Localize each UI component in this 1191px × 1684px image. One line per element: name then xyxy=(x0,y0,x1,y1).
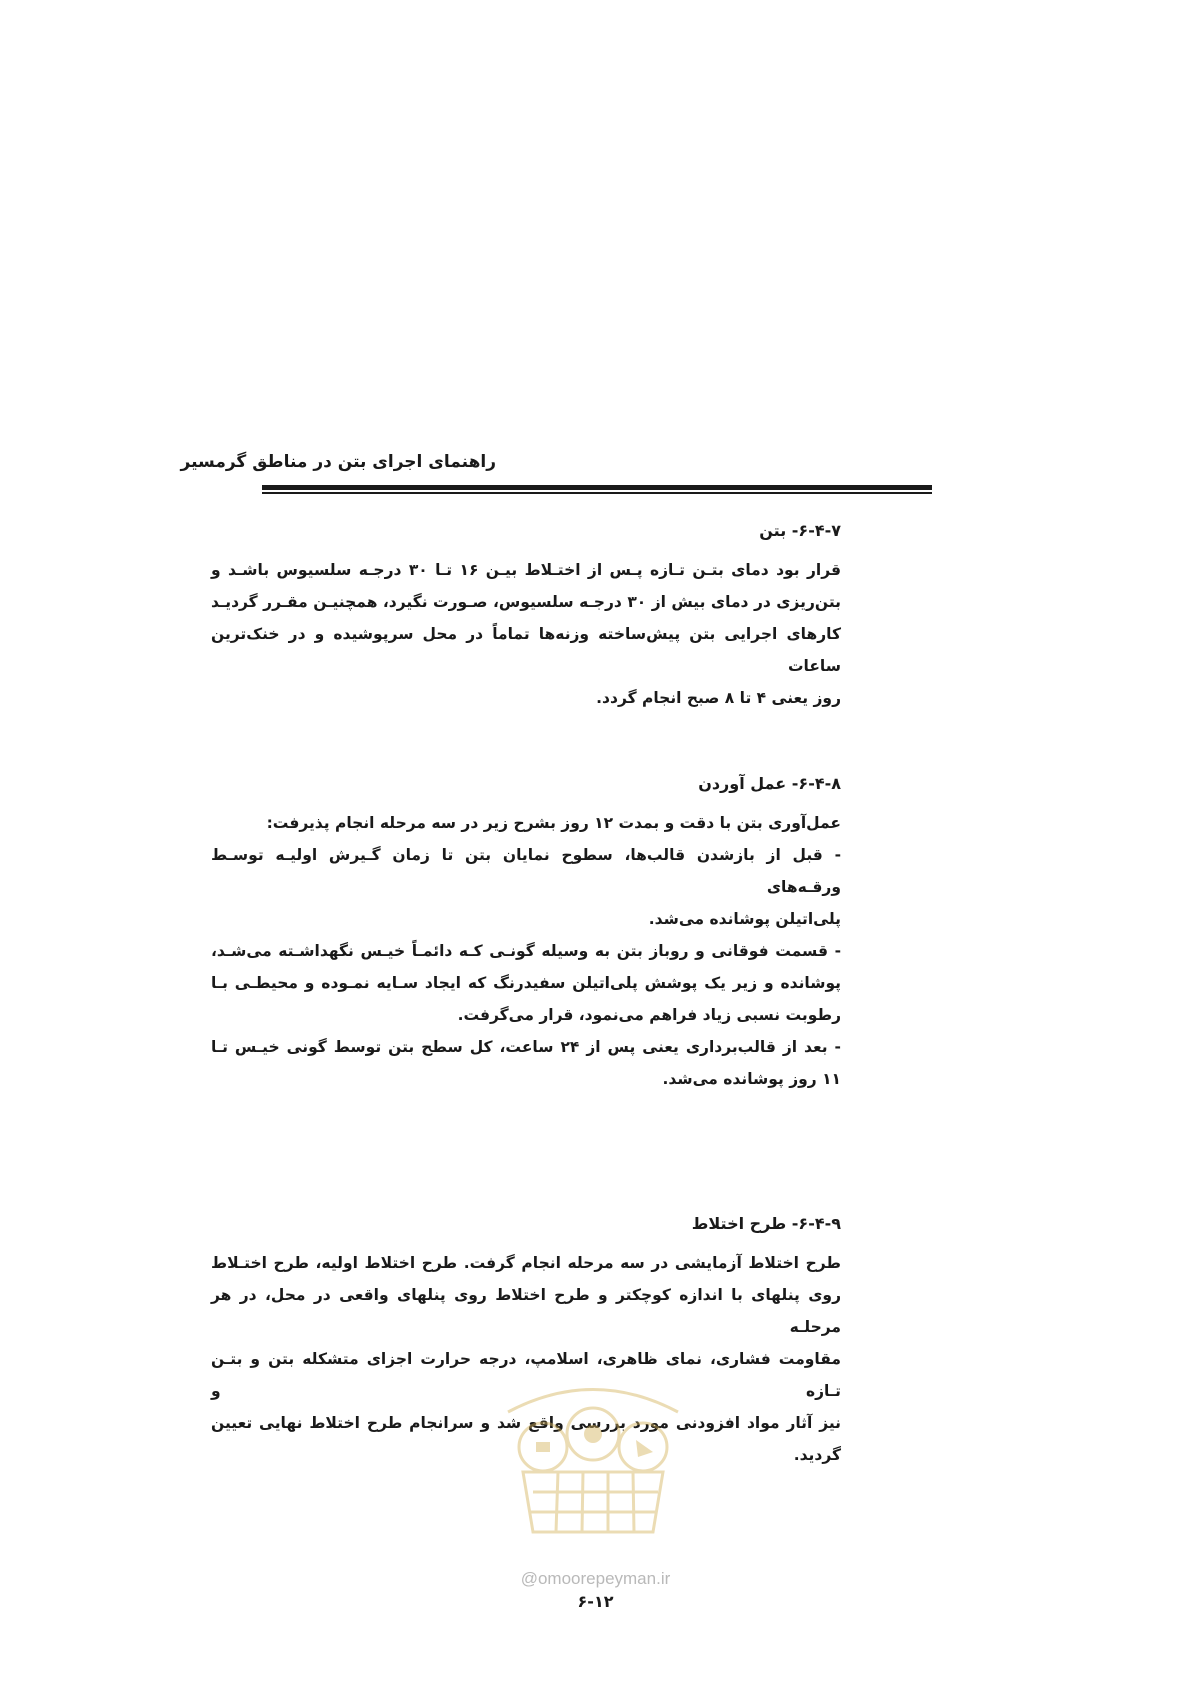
section-body xyxy=(211,807,841,1095)
body-line: نیز آثار مواد افزودنی مورد بررسی واقع شد و سرانجام طرح اختلاط نهایی تعیین گردید. xyxy=(211,1414,841,1464)
section-curing xyxy=(211,774,841,1095)
section-heading: ۶-۴-۷- بتن xyxy=(759,521,841,540)
body-line: روز یعنی ۴ تا ۸ صبح انجام گردد. xyxy=(596,689,841,707)
body-line: - قسمت فوقانی و روباز بتن به وسیله گونـی کـه دائمـاً خیـس نگهداشـته می‌شـد، xyxy=(211,942,841,960)
body-line: طرح اختلاط آزمایشی در سه مرحله انجام گرفت. طرح اختلاط اولیه، طرح اختـلاط xyxy=(211,1254,841,1272)
body-line: بتن‌ریزی در دمای بیش از ۳۰ درجـه سلسیوس، صـورت نگیرد، همچنیـن مقـرر گردیـد xyxy=(211,593,841,611)
watermark-seal-icon xyxy=(488,1372,698,1542)
section-heading: ۶-۴-۹- طرح اختلاط xyxy=(691,1214,841,1233)
body-line: قرار بود دمای بتـن تـازه پـس از اختـلاط بیـن ۱۶ تـا ۳۰ درجـه سلسیوس باشـد و xyxy=(211,561,842,579)
running-header: راهنمای اجرای بتن در مناطق گرمسیر xyxy=(180,452,496,472)
body-line: پوشانده و زیر یک پوشش پلی‌اتیلن سفیدرنگ که ایجاد سـایه نمـوده و محیطـی بـا xyxy=(211,974,841,992)
body-line: پلی‌اتیلن پوشانده می‌شد. xyxy=(648,910,841,928)
body-line: کارهای اجرایی بتن پیش‌ساخته وزنه‌ها تماماً در محل سرپوشیده و در خنک‌ترین ساعات xyxy=(211,625,841,675)
header-rule-thin xyxy=(262,492,932,494)
page-number: ۶-۱۲ xyxy=(577,1592,614,1611)
section-body xyxy=(211,554,841,714)
body-line: - بعد از قالب‌برداری یعنی پس از ۲۴ ساعت، کل سطح بتن توسط گونی خیـس تـا xyxy=(211,1038,841,1056)
section-concrete xyxy=(211,521,841,714)
watermark-url: @omoorepeyman.ir xyxy=(520,1569,671,1588)
header-rule-thick xyxy=(262,485,932,490)
body-line: عمل‌آوری بتن با دقت و بمدت ۱۲ روز بشرح زیر در سه مرحله انجام پذیرفت: xyxy=(266,814,841,832)
body-line: - قبل از بازشدن قالب‌ها، سطوح نمایان بتن تا زمان گـیرش اولیـه توسـط ورقـه‌های xyxy=(211,846,841,896)
body-line: روی پنلهای با اندازه کوچکتر و طرح اختلاط روی پنلهای واقعی در محل، در هر مرحلـه xyxy=(211,1286,841,1336)
body-line: مقاومت فشاری، نمای ظاهری، اسلامپ، درجه حرارت اجزای متشکله بتن و بتـن تـازه و xyxy=(211,1350,841,1400)
body-line: ۱۱ روز پوشانده می‌شد. xyxy=(662,1070,841,1088)
section-heading: ۶-۴-۸- عمل آوردن xyxy=(698,774,841,793)
body-line: رطوبت نسبی زیاد فراهم می‌نمود، قرار می‌گرفت. xyxy=(457,1006,841,1024)
